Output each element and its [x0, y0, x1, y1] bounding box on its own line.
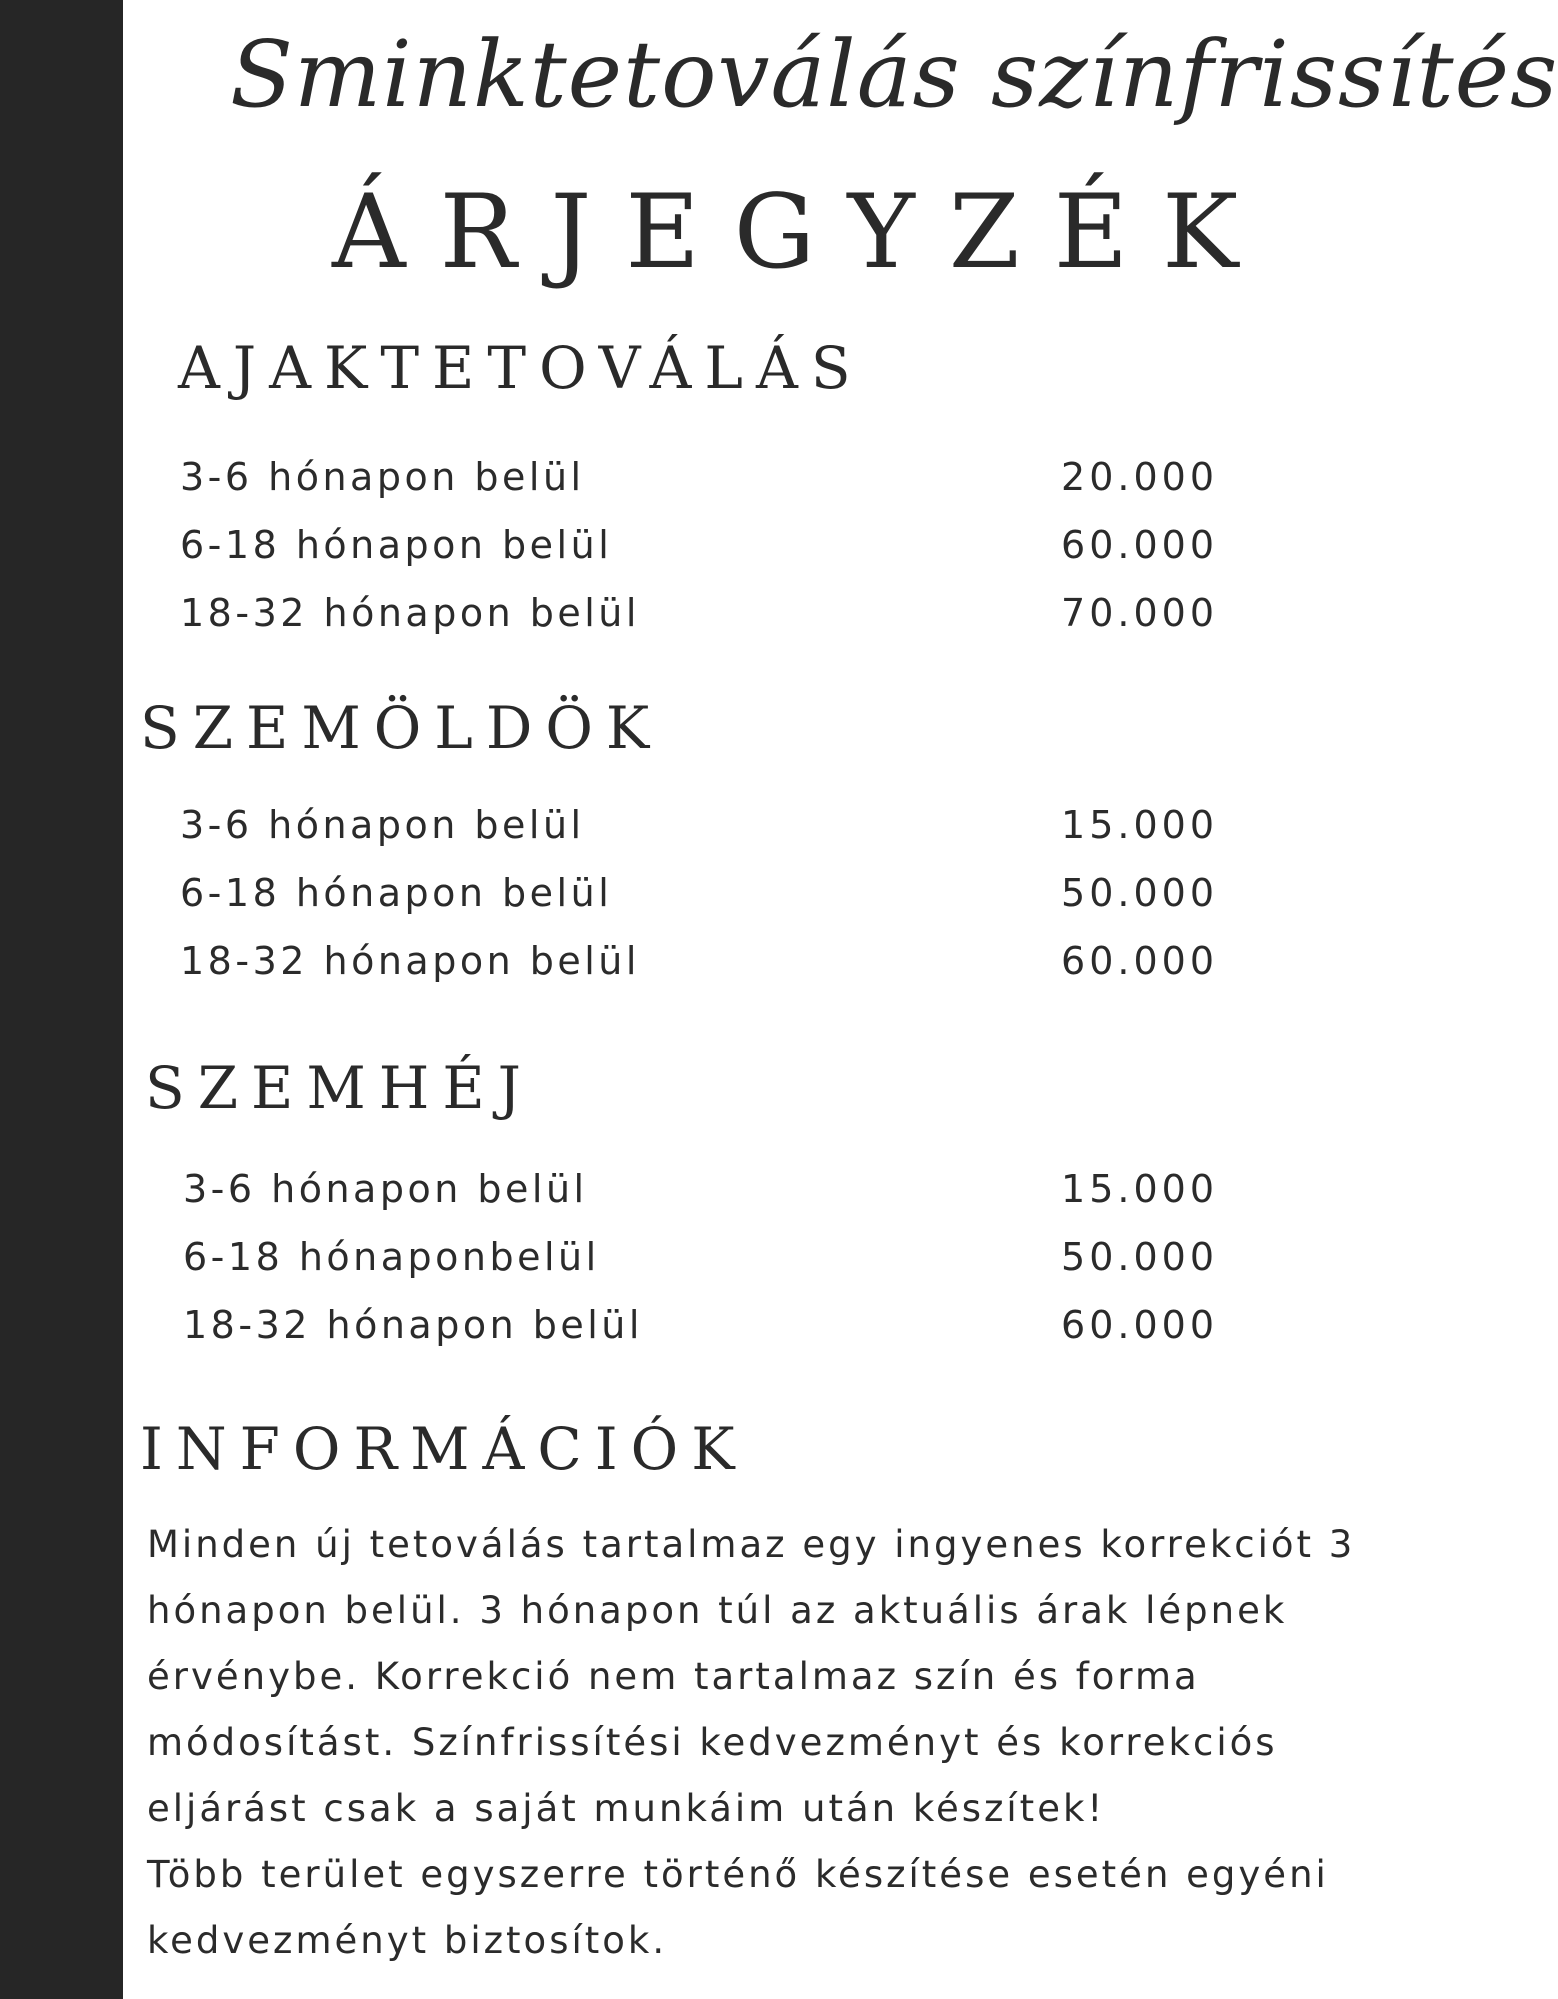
price-row: [180, 452, 1218, 502]
price-row: [180, 588, 1218, 638]
price-row: [180, 936, 1218, 986]
price-row: [180, 800, 1218, 850]
row-price: 50.000: [1061, 871, 1218, 915]
section-heading-szemhej: SZEMHÉJ: [145, 1054, 534, 1122]
row-price: 60.000: [1061, 939, 1218, 983]
section-heading-ajaktetovalas: AJAKTETOVÁLÁS: [178, 334, 864, 402]
row-label: 18-32 hónapon belül: [180, 591, 640, 635]
price-row: [183, 1164, 1218, 1214]
row-price: 20.000: [1061, 455, 1218, 499]
section-heading-informaciok: INFORMÁCIÓK: [140, 1415, 748, 1483]
row-price: 70.000: [1061, 591, 1218, 635]
row-label: 6-18 hónaponbelül: [183, 1235, 600, 1279]
row-label: 6-18 hónapon belül: [180, 871, 613, 915]
row-label: 3-6 hónapon belül: [183, 1167, 588, 1211]
info-paragraph: Minden új tetoválás tartalmaz egy ingyenes korrekciót 3 hónapon belül. 3 hónapon túl az aktuális árak lépnek érvénybe. Korrekció nem tartalmaz szín és forma módosítást. Színfrissítési kedvezményt és korrekciós eljárást csak a saját munkáim után készítek!: [147, 1523, 1356, 1830]
row-price: 15.000: [1061, 803, 1218, 847]
row-price: 15.000: [1061, 1167, 1218, 1211]
price-row: [183, 1300, 1218, 1350]
info-paragraph: Több terület egyszerre történő készítése esetén egyéni kedvezményt biztosítok.: [147, 1853, 1329, 1962]
row-label: 18-32 hónapon belül: [183, 1303, 643, 1347]
row-label: 18-32 hónapon belül: [180, 939, 640, 983]
row-label: 3-6 hónapon belül: [180, 455, 585, 499]
row-label: 3-6 hónapon belül: [180, 803, 585, 847]
row-price: 60.000: [1061, 523, 1218, 567]
price-row: [183, 1232, 1218, 1282]
row-price: 50.000: [1061, 1235, 1218, 1279]
row-price: 60.000: [1061, 1303, 1218, 1347]
row-label: 6-18 hónapon belül: [180, 523, 613, 567]
section-heading-szemoldok: SZEMÖLDÖK: [140, 694, 663, 762]
info-text: [147, 1512, 1377, 1974]
price-row: [180, 520, 1218, 570]
price-row: [180, 868, 1218, 918]
page-title: ÁRJEGYZÉK: [332, 173, 1273, 292]
script-title: Sminktetoválás színfrissítés: [230, 21, 1558, 128]
left-dark-bar: [0, 0, 123, 1999]
